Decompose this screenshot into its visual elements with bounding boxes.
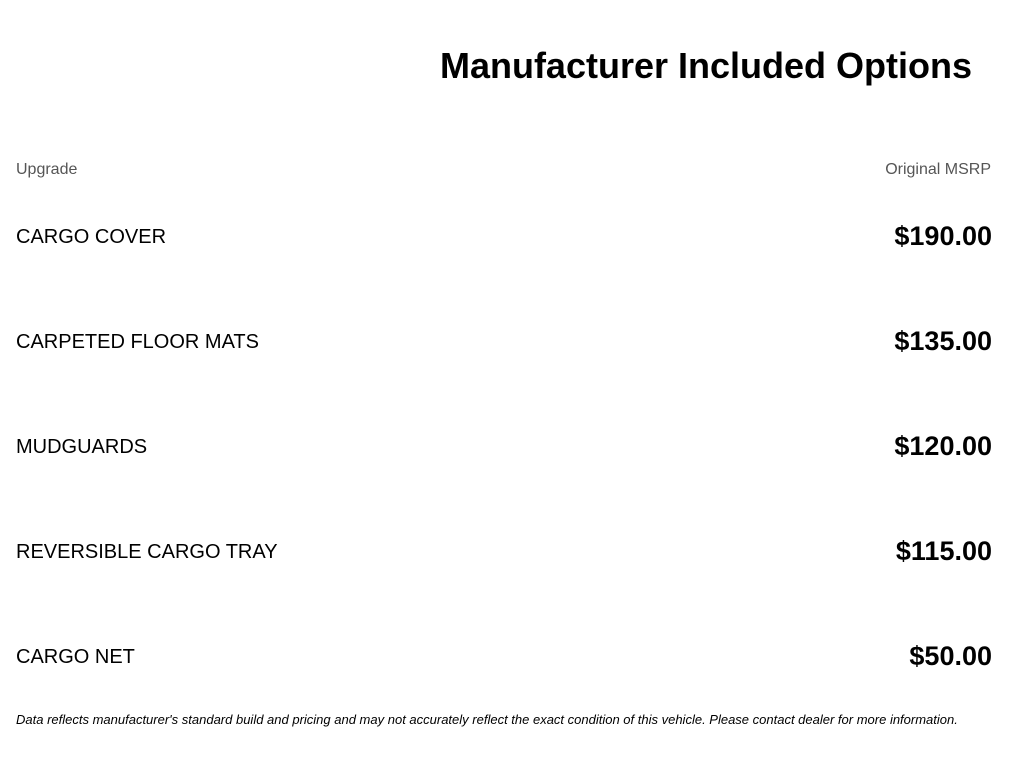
option-price: $120.00 [894,431,992,461]
option-row [16,420,992,525]
option-price: $50.00 [909,641,992,671]
option-row [16,525,992,630]
option-name: MUDGUARDS [16,436,148,458]
option-price: $135.00 [894,326,992,356]
option-name: CARPETED FLOOR MATS [16,331,259,353]
upgrade-column-header: Upgrade [16,161,78,178]
option-name: CARGO NET [16,646,135,668]
option-row [16,315,992,420]
disclaimer-text: Data reflects manufacturer's standard build and pricing and may not accurately reflect the exact condition of this vehicle. Please contact dealer for more information. [16,712,958,727]
msrp-column-header: Original MSRP [885,161,991,178]
option-name: REVERSIBLE CARGO TRAY [16,541,278,563]
options-list [16,210,992,735]
option-price: $115.00 [895,536,992,566]
option-price: $190.00 [894,221,992,251]
page-title: Manufacturer Included Options [439,45,972,86]
option-name: CARGO COVER [16,226,167,248]
option-row [16,210,992,315]
